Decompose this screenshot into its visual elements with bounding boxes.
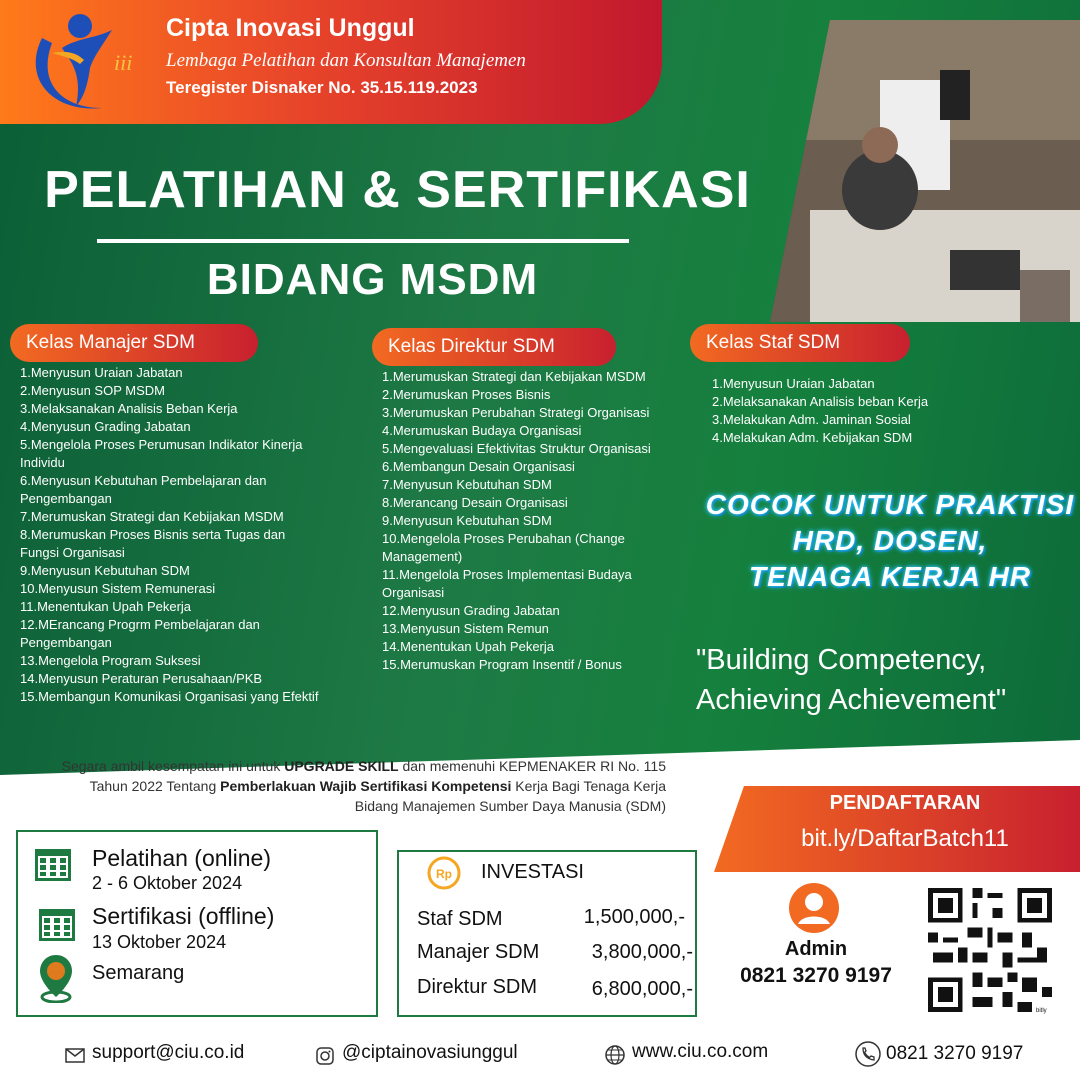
direktur-topic-list bbox=[382, 368, 692, 674]
location-text: Semarang bbox=[92, 962, 185, 984]
email-icon bbox=[64, 1043, 86, 1065]
registration-title: PENDAFTARAN bbox=[829, 792, 981, 814]
list-item: 4.Menyusun Grading Jabatan bbox=[20, 419, 191, 434]
calendar-icon bbox=[38, 906, 76, 942]
list-item: 2.Melaksanakan Analisis beban Kerja bbox=[712, 394, 929, 409]
phone-icon bbox=[855, 1041, 881, 1067]
quote-line-2: Achieving Achievement" bbox=[696, 684, 1007, 716]
footer-phone[interactable]: 0821 3270 9197 bbox=[886, 1043, 1024, 1064]
price-value-direktur: 6,800,000,- bbox=[591, 978, 693, 1000]
list-item: 4.Melakukan Adm. Kebijakan SDM bbox=[712, 430, 913, 445]
admin-label: Admin bbox=[784, 938, 848, 960]
title-divider bbox=[97, 239, 629, 243]
price-value-staf: 1,500,000,- bbox=[583, 906, 685, 928]
certification-date: 13 Oktober 2024 bbox=[92, 932, 227, 952]
promo-bold-1: UPGRADE SKILL bbox=[284, 758, 399, 774]
list-item: 6.Menyusun Kebutuhan Pembelajaran dan Pengembangan bbox=[20, 473, 267, 506]
org-tagline: Lembaga Pelatihan dan Konsultan Manajemen bbox=[166, 50, 526, 71]
qr-brand-mark: bitly bbox=[1036, 1008, 1047, 1014]
footer-website[interactable]: www.ciu.co.com bbox=[632, 1041, 769, 1062]
org-name: Cipta Inovasi Unggul bbox=[166, 14, 415, 42]
promo-text bbox=[60, 756, 666, 816]
list-item: 9.Menyusun Kebutuhan SDM bbox=[382, 513, 552, 528]
rupiah-symbol: Rp bbox=[436, 867, 452, 881]
list-item: 5.Mengelola Proses Perumusan Indikator Kinerja Individu bbox=[20, 437, 303, 470]
slogan-quote bbox=[696, 640, 1076, 720]
quote-line-1: "Building Competency, bbox=[696, 644, 987, 676]
training-title: Pelatihan (online) bbox=[92, 845, 272, 871]
list-item: 5.Mengevaluasi Efektivitas Struktur Organisasi bbox=[382, 441, 651, 456]
promo-bold-2: Pemberlakuan Wajib Sertifikasi Kompetensi bbox=[220, 778, 512, 794]
rupiah-coin-icon bbox=[427, 856, 461, 890]
cocok-line-3: TENAGA KERJA HR bbox=[748, 561, 1032, 592]
svg-text:iii: iii bbox=[114, 50, 133, 75]
list-item: 8.Merancang Desain Organisasi bbox=[382, 495, 568, 510]
list-item: 12.Menyusun Grading Jabatan bbox=[382, 603, 560, 618]
list-item: 13.Menyusun Sistem Remun bbox=[382, 621, 549, 636]
footer-instagram[interactable]: @ciptainovasiunggul bbox=[342, 1042, 518, 1063]
location-pin-icon bbox=[38, 953, 74, 1003]
target-audience-callout bbox=[700, 487, 1080, 595]
list-item: 8.Merumuskan Proses Bisnis serta Tugas dan Fungsi Organisasi bbox=[20, 527, 286, 560]
list-item: 1.Merumuskan Strategi dan Kebijakan MSDM bbox=[382, 369, 646, 384]
list-item: 1.Menyusun Uraian Jabatan bbox=[20, 365, 183, 380]
promo-part-2: dan memenuhi KEPMENAKER RI No. 115 Tahun 2022 Tentang bbox=[89, 758, 666, 794]
list-item: 15.Membangun Komunikasi Organisasi yang Efektif bbox=[20, 689, 319, 704]
user-avatar-icon bbox=[788, 882, 840, 934]
list-item: 14.Menyusun Peraturan Perusahaan/PKB bbox=[20, 671, 263, 686]
list-item: 12.MErancang Progrm Pembelajaran dan Pengembangan bbox=[20, 617, 260, 650]
price-label-staf: Staf SDM bbox=[417, 908, 503, 930]
globe-icon bbox=[604, 1044, 626, 1066]
cocok-line-1: COCOK UNTUK PRAKTISI bbox=[705, 489, 1075, 520]
footer-email[interactable]: support@ciu.co.id bbox=[92, 1042, 245, 1063]
instagram-icon bbox=[314, 1045, 336, 1067]
registration-link[interactable]: bit.ly/DaftarBatch11 bbox=[801, 825, 1009, 852]
class-staf-label: Kelas Staf SDM bbox=[690, 324, 910, 362]
certification-title: Sertifikasi (offline) bbox=[92, 903, 275, 929]
list-item: 11.Mengelola Proses Implementasi Budaya Organisasi bbox=[382, 567, 632, 600]
cocok-line-2: HRD, DOSEN, bbox=[792, 525, 988, 556]
sub-title: BIDANG MSDM bbox=[206, 255, 539, 304]
admin-phone[interactable]: 0821 3270 9197 bbox=[740, 964, 892, 987]
qr-code-icon[interactable] bbox=[928, 888, 1052, 1012]
list-item: 3.Melaksanakan Analisis Beban Kerja bbox=[20, 401, 238, 416]
list-item: 6.Membangun Desain Organisasi bbox=[382, 459, 575, 474]
list-item: 7.Merumuskan Strategi dan Kebijakan MSDM bbox=[20, 509, 284, 524]
org-register-number: Teregister Disnaker No. 35.15.119.2023 bbox=[166, 78, 478, 97]
promo-part-1: Segara ambil kesempatan ini untuk bbox=[61, 758, 285, 774]
ciu-logo-icon bbox=[22, 8, 152, 118]
price-label-direktur: Direktur SDM bbox=[417, 976, 538, 998]
price-label-manajer: Manajer SDM bbox=[417, 941, 540, 963]
list-item: 4.Merumuskan Budaya Organisasi bbox=[382, 423, 582, 438]
training-date: 2 - 6 Oktober 2024 bbox=[92, 873, 243, 893]
class-direktur-label: Kelas Direktur SDM bbox=[372, 328, 616, 366]
list-item: 3.Melakukan Adm. Jaminan Sosial bbox=[712, 412, 911, 427]
main-title: PELATIHAN & SERTIFIKASI bbox=[44, 161, 751, 219]
class-manajer-label: Kelas Manajer SDM bbox=[10, 324, 258, 362]
list-item: 11.Menentukan Upah Pekerja bbox=[20, 599, 192, 614]
investment-title: INVESTASI bbox=[481, 861, 584, 883]
list-item: 14.Menentukan Upah Pekerja bbox=[382, 639, 555, 654]
list-item: 10.Menyusun Sistem Remunerasi bbox=[20, 581, 216, 596]
list-item: 2.Menyusun SOP MSDM bbox=[20, 383, 165, 398]
list-item: 2.Merumuskan Proses Bisnis bbox=[382, 387, 551, 402]
list-item: 1.Menyusun Uraian Jabatan bbox=[712, 376, 875, 391]
price-value-manajer: 3,800,000,- bbox=[591, 941, 693, 963]
staf-topic-list bbox=[712, 375, 1012, 447]
list-item: 13.Mengelola Program Suksesi bbox=[20, 653, 201, 668]
list-item: 3.Merumuskan Perubahan Strategi Organisasi bbox=[382, 405, 650, 420]
promo-part-3: Kerja Bagi Tenaga Kerja Bidang Manajemen Sumber Daya Manusia (SDM) bbox=[354, 778, 666, 814]
list-item: 15.Merumuskan Program Insentif / Bonus bbox=[382, 657, 622, 672]
list-item: 10.Mengelola Proses Perubahan (Change Management) bbox=[382, 531, 625, 564]
calendar-icon bbox=[34, 846, 72, 882]
list-item: 7.Menyusun Kebutuhan SDM bbox=[382, 477, 552, 492]
list-item: 9.Menyusun Kebutuhan SDM bbox=[20, 563, 190, 578]
manajer-topic-list bbox=[20, 364, 320, 706]
